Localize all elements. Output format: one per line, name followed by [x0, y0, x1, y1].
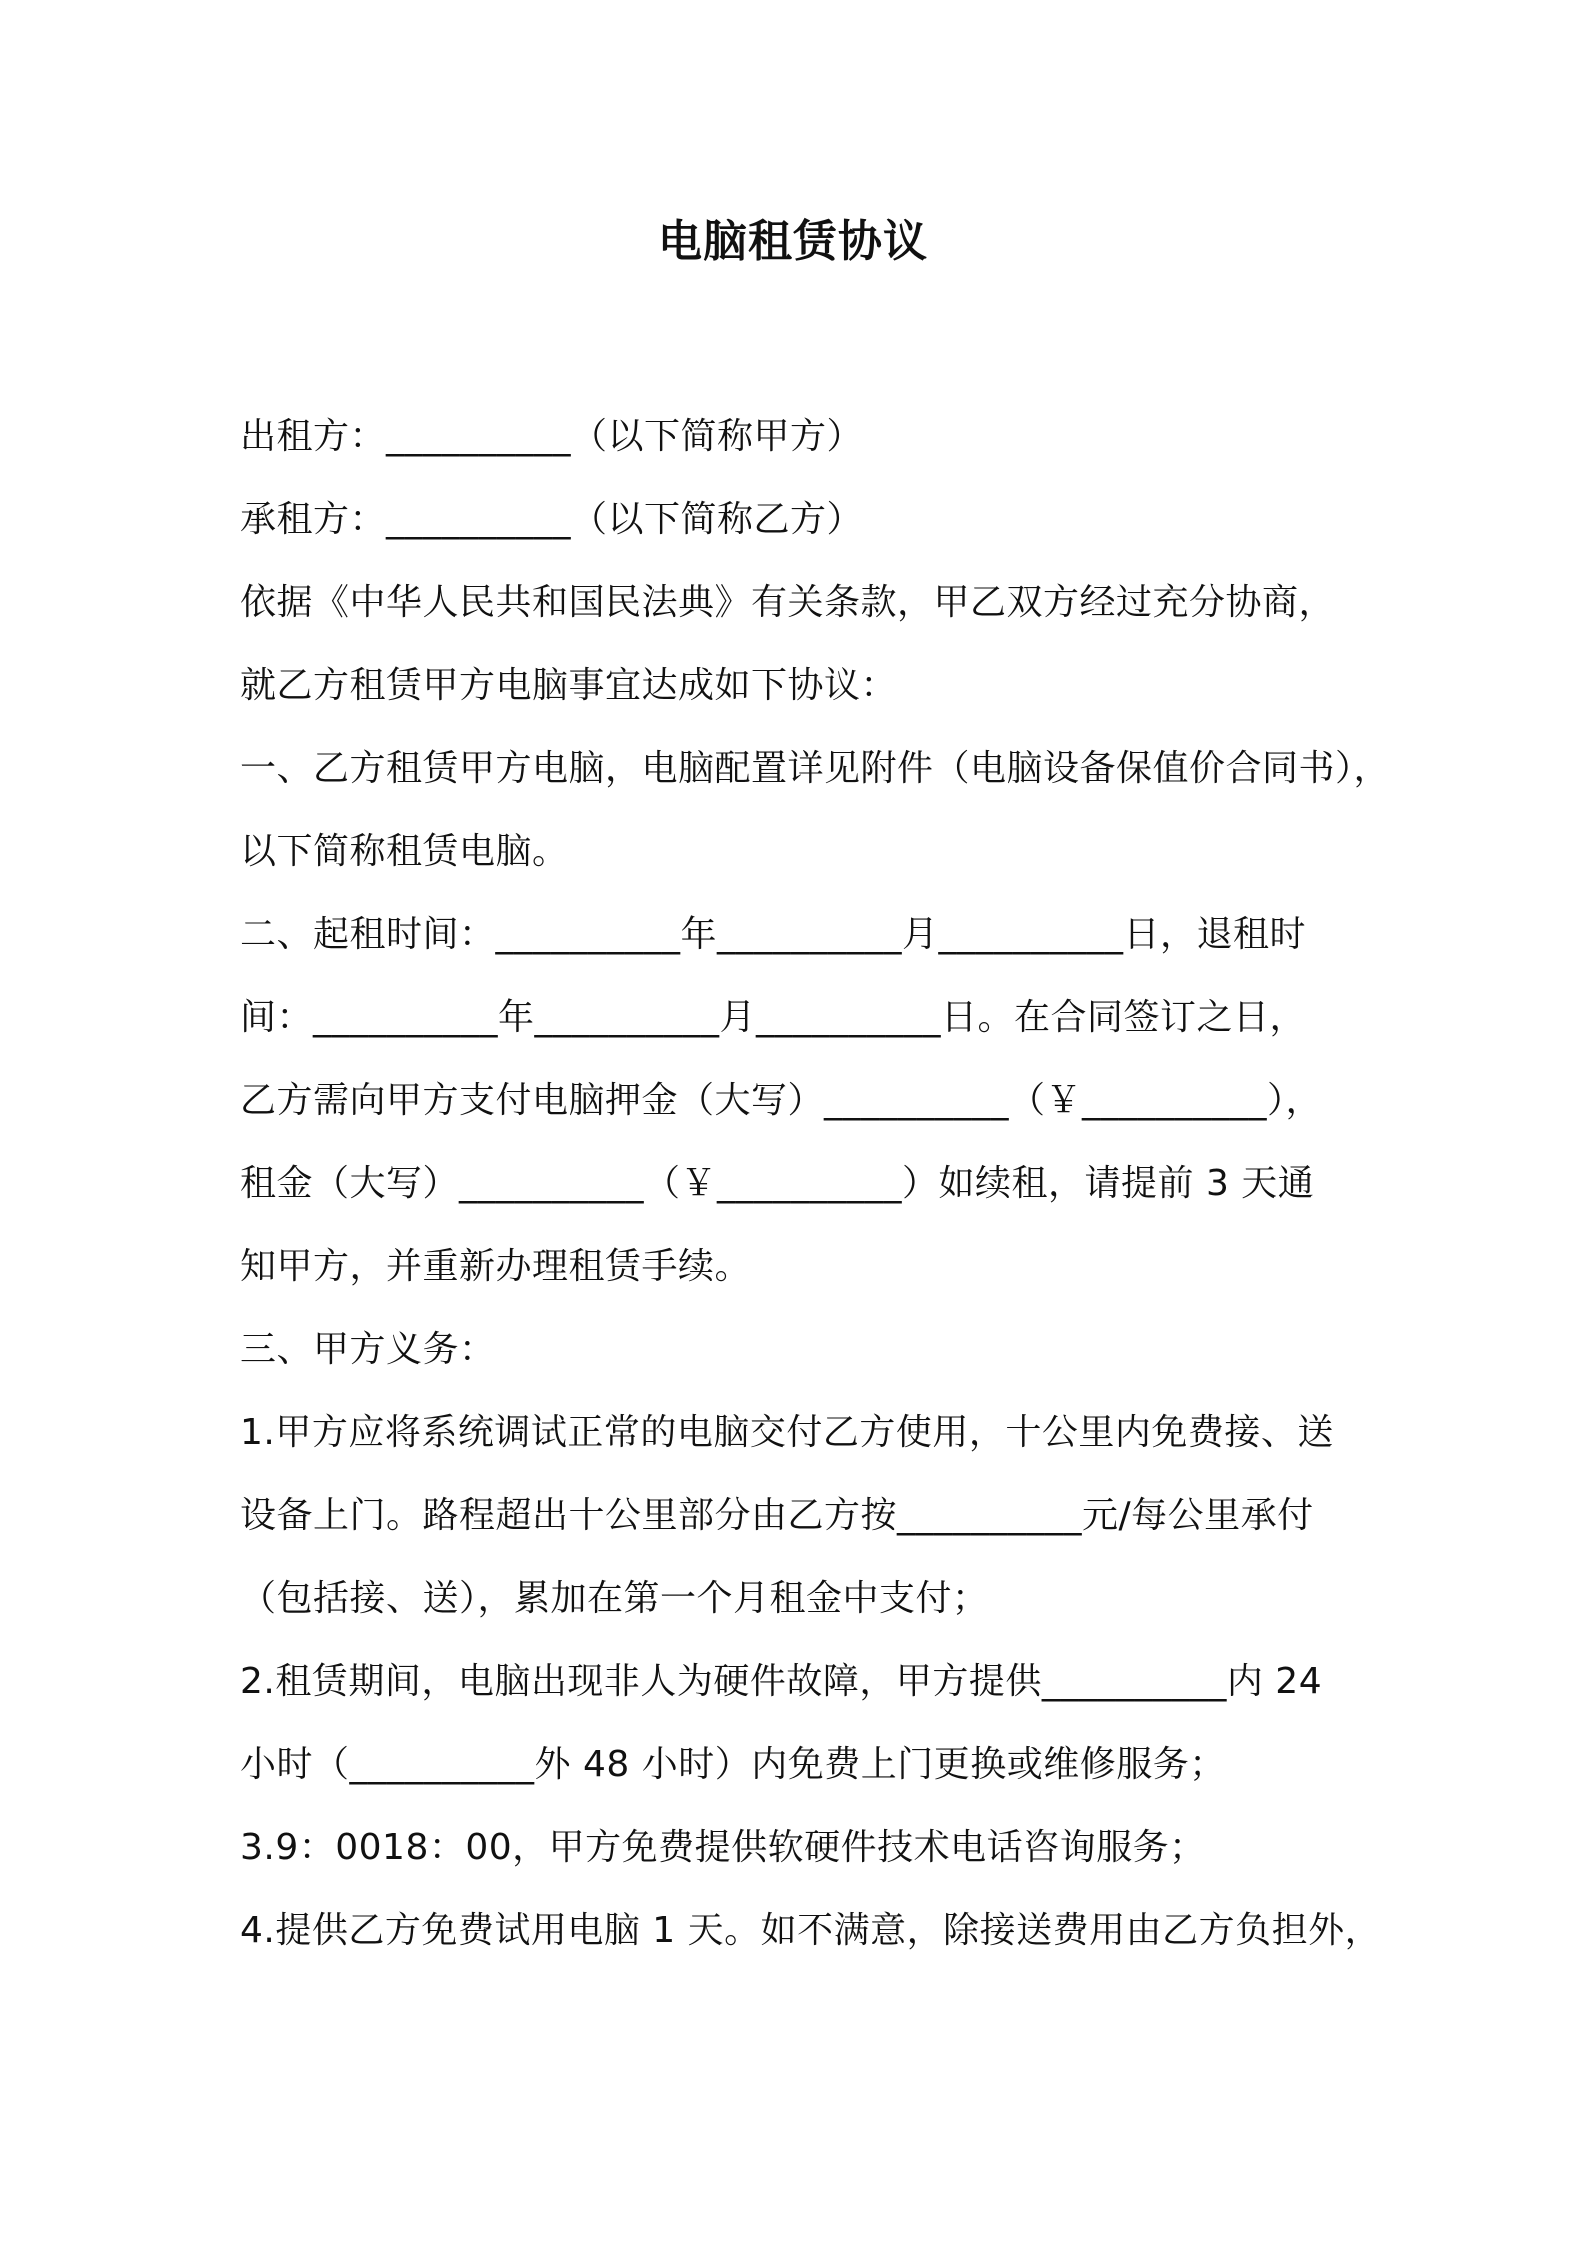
lessor-line: 出租方：__________（以下简称甲方）: [240, 416, 864, 457]
clause-3-heading: 三、甲方义务：: [240, 1329, 496, 1370]
item-3-line-1: 3.9：0018：00，甲方免费提供软硬件技术电话咨询服务；: [240, 1827, 1206, 1868]
clause-2-line-5: 知甲方，并重新办理租赁手续。: [240, 1246, 752, 1287]
clause-2-line-3: 乙方需向甲方支付电脑押金（大写）__________（￥__________），: [240, 1080, 1323, 1121]
clause-1-line-1: 一、乙方租赁甲方电脑，电脑配置详见附件（电脑设备保值价合同书），: [240, 748, 1391, 789]
item-1-line-1: 1.甲方应将系统调试正常的电脑交付乙方使用，十公里内免费接、送: [240, 1412, 1334, 1453]
item-4-line-1: 4.提供乙方免费试用电脑 1 天。如不满意，除接送费用由乙方负担外，: [240, 1910, 1382, 1951]
document-title: 电脑租赁协议: [658, 216, 928, 267]
item-2-line-1: 2.租赁期间，电脑出现非人为硬件故障，甲方提供__________内 24: [240, 1661, 1323, 1702]
preamble-line-1: 依据《中华人民共和国民法典》有关条款，甲乙双方经过充分协商，: [240, 582, 1336, 623]
item-1-line-3: （包括接、送），累加在第一个月租金中支付；: [240, 1578, 989, 1619]
preamble-line-2: 就乙方租赁甲方电脑事宜达成如下协议：: [240, 665, 898, 706]
lessee-line: 承租方：__________（以下简称乙方）: [240, 499, 864, 540]
clause-2-line-2: 间：__________年__________月__________日。在合同签订之日，: [240, 997, 1307, 1038]
item-2-line-2: 小时（__________外 48 小时）内免费上门更换或维修服务；: [240, 1744, 1226, 1785]
clause-2-line-4: 租金（大写）__________（￥__________）如续租，请提前 3 天通: [240, 1163, 1315, 1204]
item-1-line-2: 设备上门。路程超出十公里部分由乙方按__________元/每公里承付: [240, 1495, 1314, 1536]
clause-1-line-2: 以下简称租赁电脑。: [240, 831, 569, 872]
clause-2-line-1: 二、起租时间：__________年__________月__________日，退租时: [240, 914, 1307, 955]
